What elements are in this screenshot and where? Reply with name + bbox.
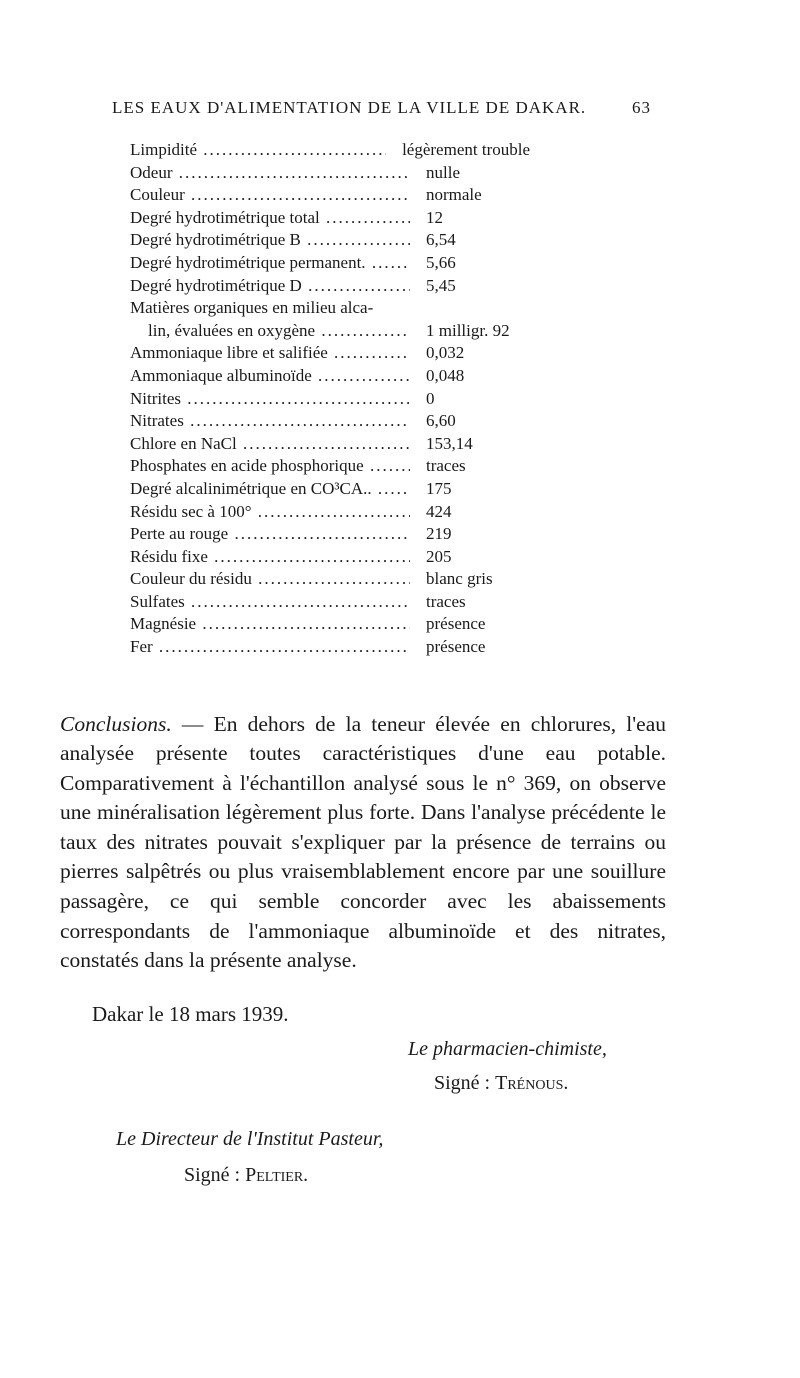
analysis-row <box>130 365 530 388</box>
analysis-row <box>130 591 530 614</box>
row-label: Sulfates ..... <box>130 591 410 614</box>
row-value: 0,032 <box>426 343 465 363</box>
analysis-row <box>130 568 530 591</box>
analysis-row <box>130 523 530 546</box>
analysis-row <box>130 455 530 478</box>
row-label: Degré hydrotimétrique D ..... <box>130 275 410 298</box>
row-value: 5,45 <box>426 275 456 295</box>
directeur-title: Le Directeur de l'Institut Pasteur, <box>116 1128 384 1150</box>
row-value: 153,14 <box>426 433 473 453</box>
row-value: 0 <box>426 388 435 408</box>
analysis-row <box>130 229 530 252</box>
analysis-row <box>130 613 530 636</box>
row-value: 205 <box>426 546 452 566</box>
analysis-row <box>130 184 530 207</box>
row-label: Perte au rouge ..... <box>130 523 410 546</box>
row-label: Degré hydrotimétrique B ..... <box>130 229 410 252</box>
analysis-row <box>130 478 530 501</box>
row-label: Limpidité ..... <box>130 139 386 162</box>
pharmacien-name: Trénous. <box>495 1072 569 1094</box>
directeur-name: Peltier. <box>245 1164 309 1186</box>
row-value: 1 milligr. 92 <box>426 320 510 340</box>
row-value: traces <box>426 591 466 611</box>
signe-label: Signé : <box>184 1164 246 1186</box>
row-value: présence <box>426 637 486 657</box>
row-label: Couleur du résidu ..... <box>130 568 410 591</box>
row-value: présence <box>426 614 486 634</box>
row-label: Couleur ..... <box>130 184 410 207</box>
conclusion-text: — En dehors de la teneur élevée en chlorures, l'eau analysée présente toutes caractéristiques d'une eau potable. Comparativement à l'échantillon analysé sous le n° 369, on observe une minéralisation légèrement plus forte. Dans l'analyse précédente le taux des nitrates pouvait s'expliquer par la présence de terrains ou pierres salpêtrés ou plus vraisemblablement encore par une souillure passagère, ce qui semble concorder avec les abaissements correspondants de l'ammoniaque albuminoïde et des nitrates, constatés dans la présente analyse. <box>60 711 666 973</box>
analysis-row <box>130 410 530 433</box>
page-number: 63 <box>632 98 651 117</box>
row-value: 6,60 <box>426 411 456 431</box>
signe-label: Signé : <box>434 1072 496 1094</box>
row-label: Degré hydrotimétrique permanent. ..... <box>130 252 410 275</box>
pharmacien-title: Le pharmacien-chimiste, <box>408 1038 607 1060</box>
analysis-table <box>130 139 530 659</box>
analysis-row <box>130 297 530 320</box>
row-value: légèrement trouble <box>402 140 530 159</box>
analysis-row <box>130 636 530 659</box>
row-value: blanc gris <box>426 569 493 589</box>
row-label: Phosphates en acide phosphorique ..... <box>130 455 410 478</box>
analysis-row <box>130 388 530 411</box>
directeur-signature <box>184 1164 308 1187</box>
analysis-row <box>130 162 530 185</box>
row-label: Nitrites ..... <box>130 388 410 411</box>
row-label: Matières organiques en milieu alca- <box>130 298 374 318</box>
analysis-row <box>130 207 530 230</box>
analysis-row <box>130 139 530 162</box>
conclusion-paragraph <box>60 710 666 976</box>
row-label: Magnésie ..... <box>130 613 410 636</box>
row-label: Ammoniaque libre et salifiée ..... <box>130 342 410 365</box>
row-value: traces <box>426 456 466 476</box>
analysis-row <box>130 342 530 365</box>
row-label: Chlore en NaCl ..... <box>130 433 410 456</box>
row-label: Degré hydrotimétrique total ..... <box>130 207 410 230</box>
row-label: Odeur ..... <box>130 162 410 185</box>
running-title: LES EAUX D'ALIMENTATION DE LA VILLE DE DAKAR. <box>112 98 587 117</box>
row-label: Ammoniaque albuminoïde ..... <box>130 365 410 388</box>
analysis-row <box>130 433 530 456</box>
row-value: 424 <box>426 501 452 521</box>
row-value: 219 <box>426 524 452 544</box>
row-value: 12 <box>426 207 443 227</box>
conclusion-lead: Conclusions. <box>60 711 172 736</box>
analysis-row <box>130 252 530 275</box>
row-value: 5,66 <box>426 252 456 272</box>
date-line: Dakar le 18 mars 1939. <box>92 1002 289 1026</box>
row-value <box>410 297 426 320</box>
row-label: Résidu fixe ..... <box>130 546 410 569</box>
row-value: nulle <box>426 162 460 182</box>
analysis-row <box>130 501 530 524</box>
pharmacien-signature <box>434 1072 568 1095</box>
row-value: normale <box>426 185 482 205</box>
row-label: lin, évaluées en oxygène ..... <box>130 320 410 343</box>
row-label: Nitrates ..... <box>130 410 410 433</box>
row-label: Résidu sec à 100° ..... <box>130 501 410 524</box>
row-value: 0,048 <box>426 365 465 385</box>
analysis-row <box>130 320 530 343</box>
analysis-row <box>130 275 530 298</box>
row-label: Fer ..... <box>130 636 410 659</box>
row-value: 175 <box>426 478 452 498</box>
row-value: 6,54 <box>426 230 456 250</box>
analysis-row <box>130 546 530 569</box>
row-label: Degré alcalinimétrique en CO³CA.. ..... <box>130 478 410 501</box>
